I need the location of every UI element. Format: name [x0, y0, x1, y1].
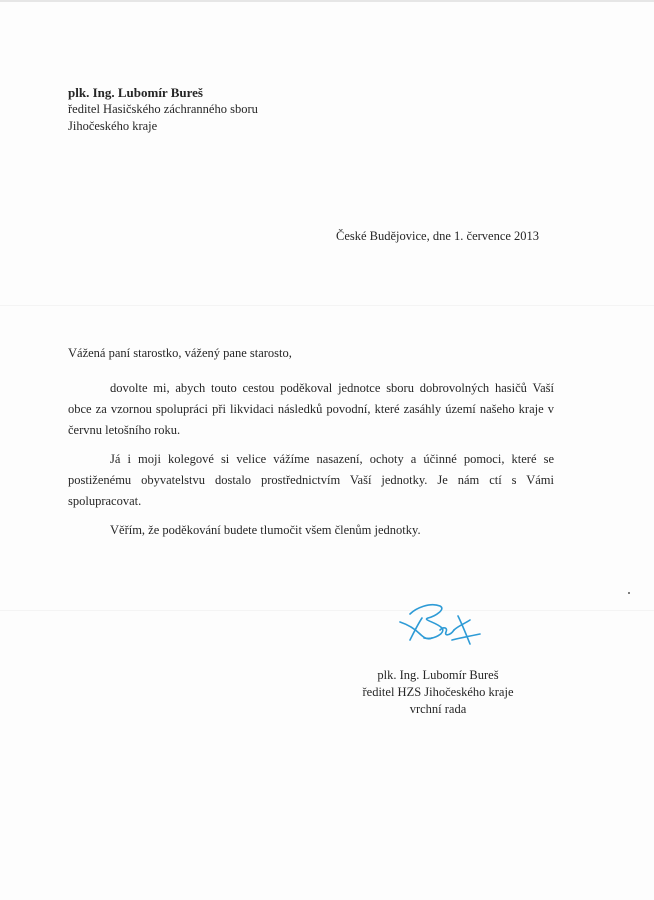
closing-signature-block [358, 667, 518, 718]
closing-title: ředitel HZS Jihočeského kraje [362, 685, 514, 699]
fold-line [0, 305, 654, 306]
letter-date: České Budějovice, dne 1. července 2013 [336, 229, 540, 243]
scan-speck [628, 592, 630, 594]
body-paragraph: Věřím, že poděkování budete tlumočit všem členům jednotky. [110, 523, 421, 537]
handwritten-signature [396, 600, 516, 652]
letter-body [68, 378, 554, 549]
body-paragraph: Já i moji kolegové si velice vážíme nasazení, ochoty a účinné pomoci, které se postiženému obyvatelstvu dostalo prostřednictvím Vaší jednotky. Je nám ctí s Vámi spolupracovat. [68, 452, 554, 508]
salutation: Vážená paní starostko, vážený pane starosto, [68, 346, 292, 360]
closing-rank: vrchní rada [409, 702, 467, 716]
sender-position: ředitel Hasičského záchranného sboru [68, 102, 258, 116]
body-paragraph: dovolte mi, abych touto cestou poděkoval jednotce sboru dobrovolných hasičů Vaší obce za vzornou spolupráci při likvidaci následků povodní, které zasáhly území našeho kraje v červnu letošního roku. [68, 381, 554, 437]
closing-name: plk. Ing. Lubomír Bureš [377, 668, 499, 682]
page-top-edge [0, 0, 654, 2]
sender-name: plk. Ing. Lubomír Bureš [68, 85, 203, 100]
sender-region: Jihočeského kraje [68, 119, 158, 133]
fold-line [0, 610, 654, 611]
sender-block [68, 84, 258, 135]
